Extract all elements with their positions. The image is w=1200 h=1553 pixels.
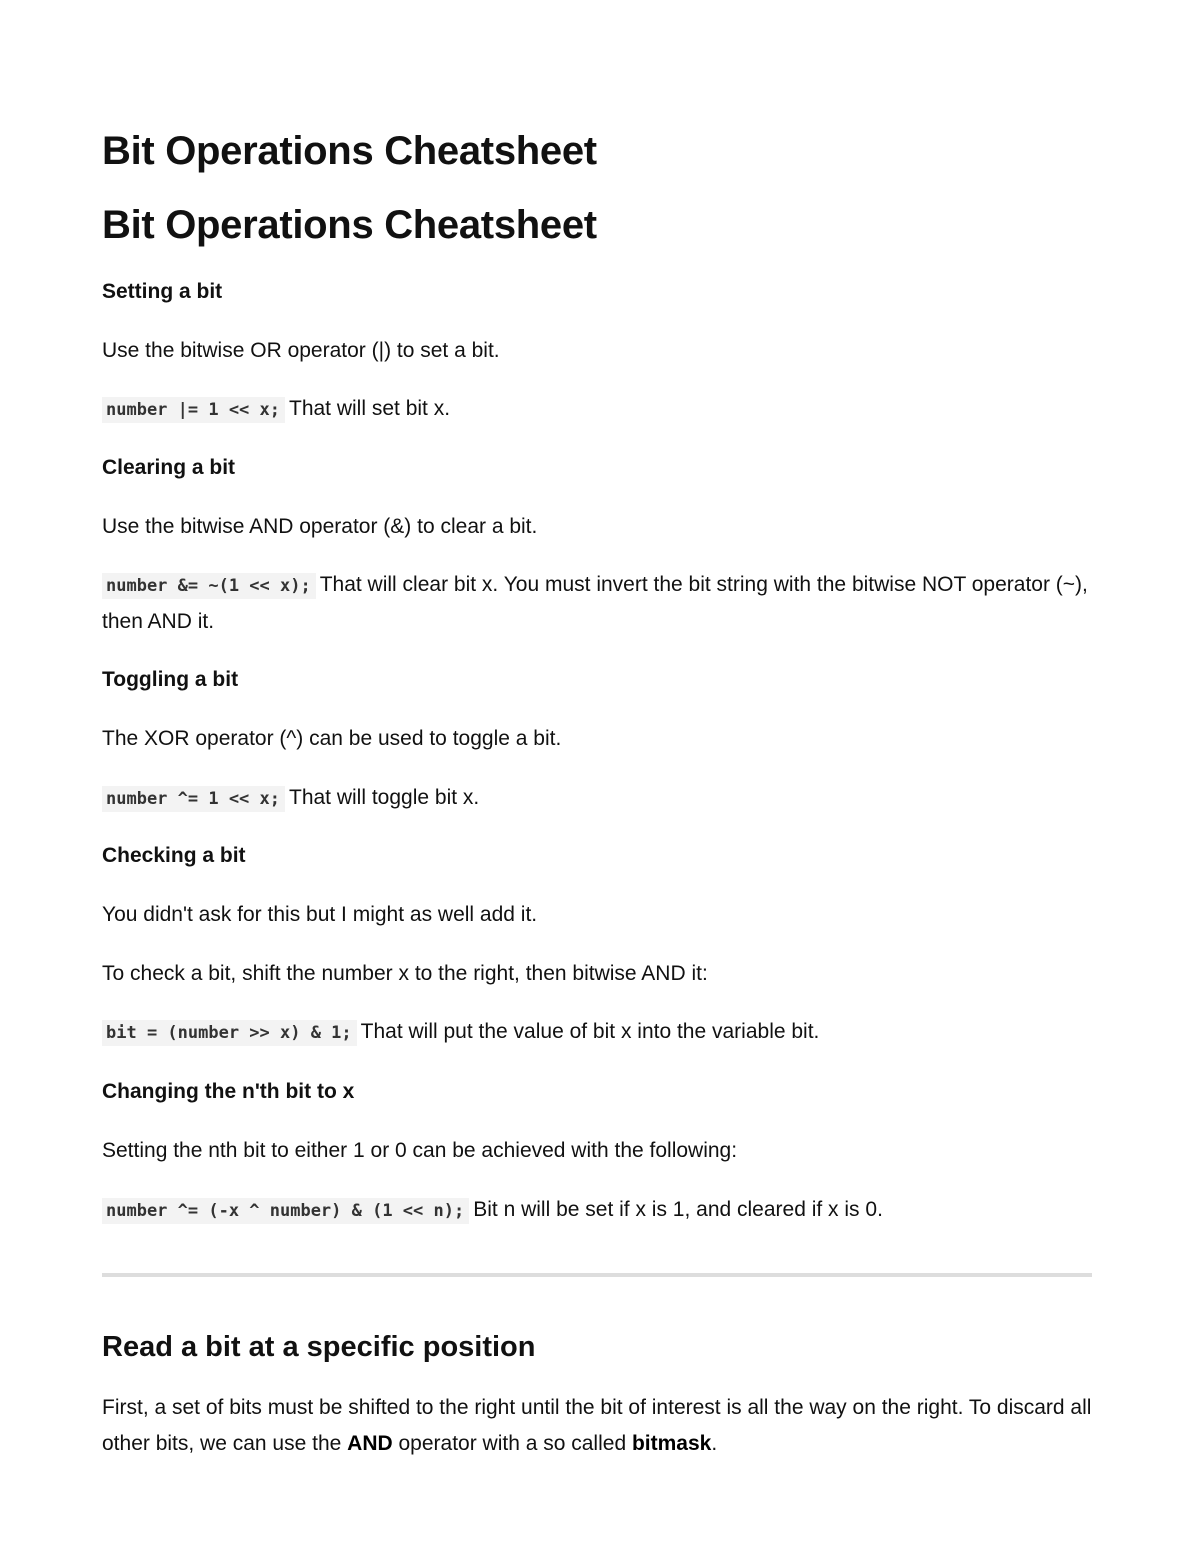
section-heading-checking: Checking a bit bbox=[102, 844, 246, 867]
toggling-explanation: That will toggle bit x. bbox=[289, 786, 480, 809]
setting-intro: Use the bitwise OR operator (|) to set a bit. bbox=[102, 339, 500, 362]
read-bit-text-1: First, a set of bits must be shifted to the right until the bit of interest is all the way on the right. To discard all other bits, we can use the bbox=[102, 1396, 1092, 1455]
checking-explanation: That will put the value of bit x into the variable bit. bbox=[360, 1020, 820, 1043]
checking-intro: You didn't ask for this but I might as well add it. bbox=[102, 903, 538, 926]
toggling-code: number ^= 1 << x; bbox=[102, 786, 285, 812]
section-heading-toggling: Toggling a bit bbox=[102, 668, 239, 691]
checking-code: bit = (number >> x) & 1; bbox=[102, 1020, 357, 1046]
and-keyword: AND bbox=[347, 1432, 393, 1455]
section-divider bbox=[102, 1273, 1092, 1277]
changing-example bbox=[102, 1192, 1092, 1229]
setting-example bbox=[102, 391, 1092, 428]
checking-intro-2: To check a bit, shift the number x to the right, then bitwise AND it: bbox=[102, 962, 708, 985]
section-heading-changing: Changing the n'th bit to x bbox=[102, 1080, 355, 1103]
toggling-intro: The XOR operator (^) can be used to toggle a bit. bbox=[102, 727, 562, 750]
toggling-example bbox=[102, 780, 1092, 817]
document-title-repeat: Bit Operations Cheatsheet bbox=[102, 203, 597, 247]
section-heading-clearing: Clearing a bit bbox=[102, 456, 236, 479]
bitmask-keyword: bitmask bbox=[631, 1432, 712, 1455]
changing-intro: Setting the nth bit to either 1 or 0 can be achieved with the following: bbox=[102, 1139, 738, 1162]
checking-example bbox=[102, 1014, 1092, 1051]
section-heading-setting: Setting a bit bbox=[102, 280, 223, 303]
clearing-intro: Use the bitwise AND operator (&) to clear a bit. bbox=[102, 515, 538, 538]
read-bit-paragraph bbox=[102, 1390, 1092, 1462]
setting-code: number |= 1 << x; bbox=[102, 397, 285, 423]
clearing-explanation: That will clear bit x. You must invert the bit string with the bitwise NOT operator (~), then AND it. bbox=[102, 573, 1088, 633]
clearing-code: number &= ~(1 << x); bbox=[102, 573, 316, 599]
clearing-example bbox=[102, 567, 1092, 640]
read-bit-text-end: . bbox=[711, 1432, 718, 1455]
section-heading-read-bit: Read a bit at a specific position bbox=[102, 1331, 536, 1363]
setting-explanation: That will set bit x. bbox=[289, 397, 451, 420]
document-title: Bit Operations Cheatsheet bbox=[102, 129, 597, 173]
read-bit-text-2: operator with a so called bbox=[398, 1432, 627, 1455]
changing-code: number ^= (-x ^ number) & (1 << n); bbox=[102, 1198, 469, 1224]
changing-explanation: Bit n will be set if x is 1, and cleared if x is 0. bbox=[473, 1198, 883, 1221]
